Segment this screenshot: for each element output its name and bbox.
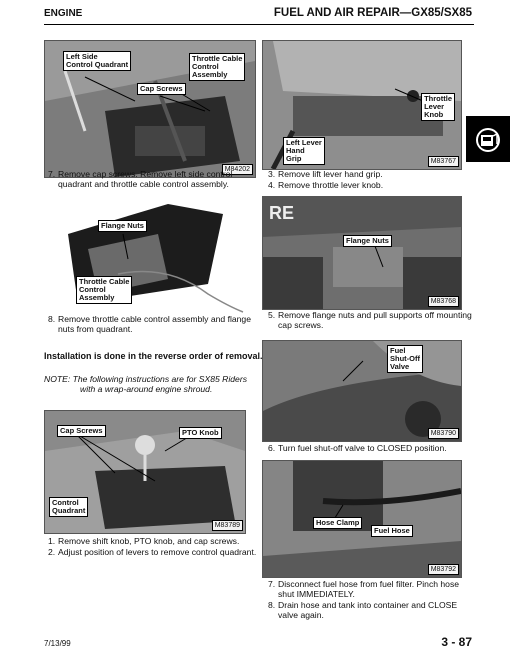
figure-quadrant-photo [44,40,256,178]
footer-date: 7/13/99 [44,639,71,648]
figure-flange-photo [262,196,462,310]
callout-fuel-hose: Fuel Hose [371,525,413,537]
callout-flange-nuts: Flange Nuts [98,220,147,232]
callout-fuel-valve: Fuel Shut-Off Valve [387,345,423,373]
section-tab [466,116,510,162]
step-8-right: 8. Drain hose and tank into container and CLOSE valve again. [268,600,458,620]
figure-id: M83792 [428,564,459,575]
callout-pto-knob: PTO Knob [179,427,222,439]
callout-hose-clamp: Hose Clamp [313,517,362,529]
step-7-right: 7. Disconnect fuel hose from fuel filter. Pinch hose shut IMMEDIATELY. [268,579,460,599]
page-number: 3 - 87 [441,635,472,649]
callout-cap-screws: Cap Screws [57,425,106,437]
step-2: 2. Adjust position of levers to remove control quadrant. [48,547,257,557]
figure-id: M83768 [428,296,459,307]
figure-id: M83767 [428,156,459,167]
step-6: 6. Turn fuel shut-off valve to CLOSED position. [268,443,447,453]
figure-id: M83789 [212,520,243,531]
step-8: 8. Remove throttle cable control assembly and flange nuts from quadrant. [48,314,251,334]
figure-lever-photo [262,40,462,170]
step-4: 4. Remove throttle lever knob. [268,180,384,190]
figure-valve-photo [262,340,462,442]
callout-throttle-cable: Throttle Cable Control Assembly [189,53,245,81]
callout-throttle-cable: Throttle Cable Control Assembly [76,276,132,304]
figure-id: M83790 [428,428,459,439]
figure-hose-photo [262,460,462,578]
callout-flange-nuts: Flange Nuts [343,235,392,247]
figure-cable-photo [48,194,248,314]
note-line-1: NOTE: The following instructions are for SX85 Riders [44,374,247,384]
callout-hand-grip: Left Lever Hand Grip [283,137,325,165]
callout-control-quadrant: Control Quadrant [49,497,88,517]
installation-text: Installation is done in the reverse order of removal. [44,351,263,361]
page-title: FUEL AND AIR REPAIR—GX85/SX85 [273,7,472,19]
note-line-2: with a wrap-around engine shroud. [80,384,213,394]
step-3: 3. Remove lift lever hand grip. [268,169,383,179]
callout-cap-screws: Cap Screws [137,83,186,95]
figure-id: M84202 [222,164,253,175]
callout-left-side-quadrant: Left Side Control Quadrant [63,51,131,71]
header-rule [44,24,474,25]
step-1: 1. Remove shift knob, PTO knob, and cap screws. [48,536,240,546]
svg-text:RE: RE [269,203,295,223]
figure-pto-photo [44,410,246,534]
fuel-tank-icon [466,116,510,162]
step-5: 5. Remove flange nuts and pull supports off mounting cap screws. [268,310,472,330]
callout-throttle-knob: Throttle Lever Knob [421,93,455,121]
step-7: 7. Remove cap screws. Remove left side control quadrant and throttle cable control assembly. [48,169,233,189]
section-label: ENGINE [44,8,83,19]
